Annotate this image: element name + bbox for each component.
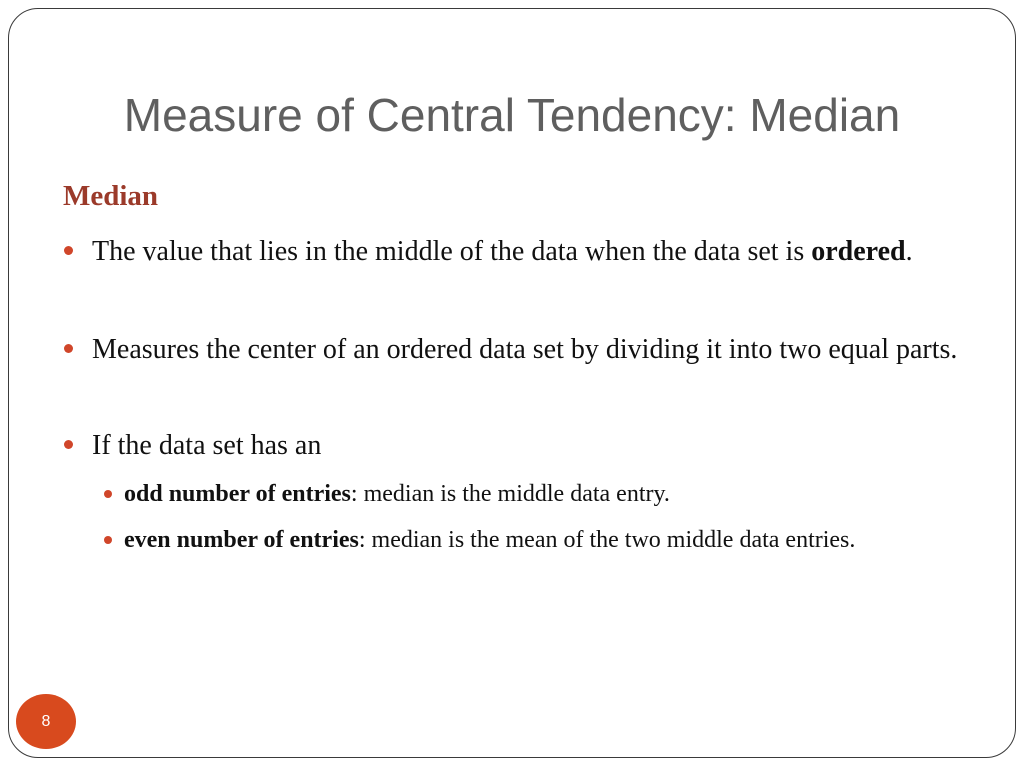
bullet-2-text: Measures the center of an ordered data set by dividing it into two equal parts. xyxy=(92,334,958,365)
sub-bullet-item-1 xyxy=(124,474,954,514)
sub-bullet-1-bold: odd number of entries xyxy=(124,481,351,507)
bullet-3-text: If the data set has an xyxy=(92,430,322,461)
bullet-dot-icon xyxy=(64,440,73,449)
sub-bullet-dot-icon xyxy=(104,536,112,544)
page-number-badge: 8 xyxy=(16,694,76,749)
sub-bullet-1-text: : median is the middle data entry. xyxy=(350,481,670,507)
bullet-item-1 xyxy=(92,230,972,274)
bullet-item-3 xyxy=(92,424,972,468)
sub-bullet-2-text: : median is the mean of the two middle data entries. xyxy=(358,527,856,553)
bullet-item-2 xyxy=(92,328,972,372)
sub-bullet-dot-icon xyxy=(104,490,112,498)
subheading: Median xyxy=(63,180,159,212)
bullet-dot-icon xyxy=(64,344,73,353)
sub-bullet-2-bold: even number of entries xyxy=(124,527,359,553)
bullet-dot-icon xyxy=(64,246,73,255)
bullet-1-end: . xyxy=(905,236,913,267)
sub-bullet-item-2 xyxy=(124,520,954,560)
bullet-1-bold: ordered xyxy=(811,236,906,267)
bullet-1-text: The value that lies in the middle of the data when the data set is xyxy=(92,236,812,267)
slide-title: Measure of Central Tendency: Median xyxy=(123,89,901,141)
